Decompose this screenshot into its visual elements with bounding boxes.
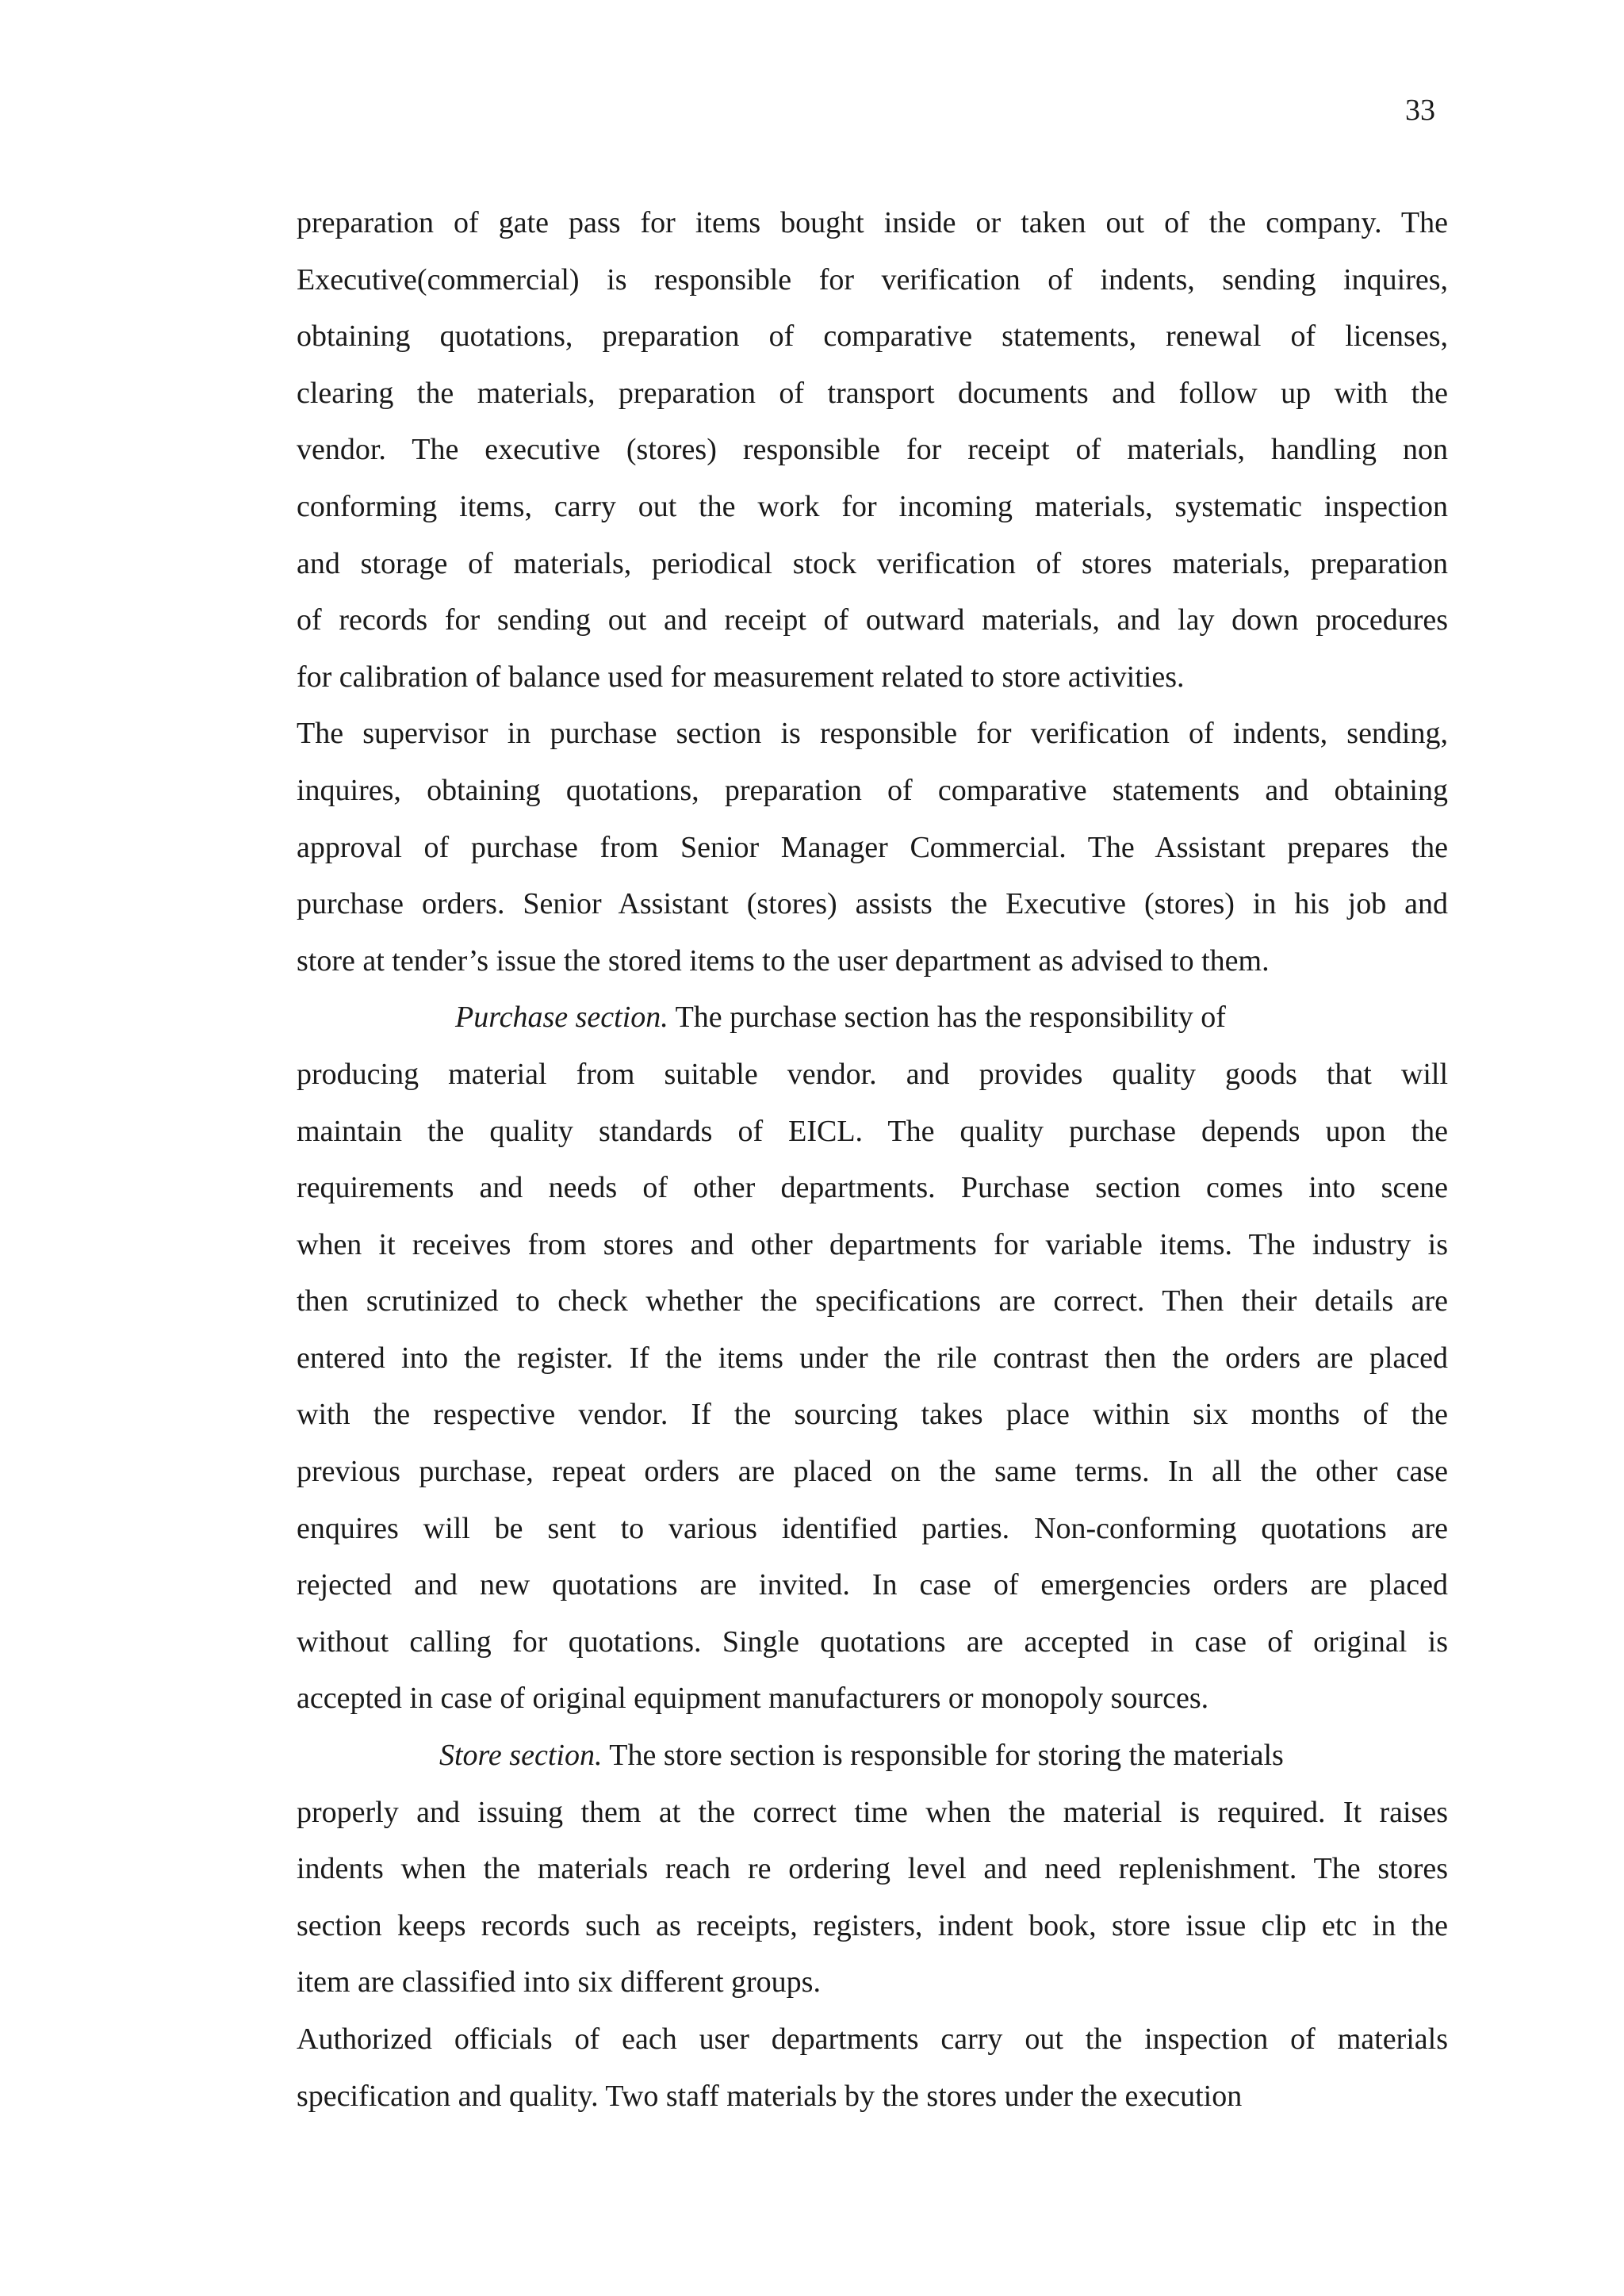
text-line: maintain the quality standards of EICL. The quality purchase depends upon the — [297, 1114, 1448, 1148]
text-line: indents when the materials reach re ordering level and need replenishment. The stores — [297, 1852, 1448, 1886]
section-heading-purchase: Purchase section. — [455, 1001, 668, 1035]
text-line: store at tender’s issue the stored items to the user department as advised to them. — [297, 943, 1270, 978]
text-line: approval of purchase from Senior Manager Commercial. The Assistant prepares the — [297, 830, 1448, 864]
paragraph-inspection — [297, 2011, 1448, 2125]
text-line: and storage of materials, periodical stock verification of stores materials, preparation — [297, 546, 1448, 580]
text-line: obtaining quotations, preparation of comparative statements, renewal of licenses, — [297, 320, 1448, 354]
text-line: without calling for quotations. Single quotations are accepted in case of original is — [297, 1624, 1448, 1659]
text-line: specification and quality. Two staff materials by the stores under the execution — [297, 2079, 1243, 2113]
section-heading-store: Store section. — [439, 1739, 603, 1773]
text-line: item are classified into six different groups. — [297, 1965, 821, 1999]
paragraph-executive-duties — [297, 195, 1448, 706]
text-line: of records for sending out and receipt of outward materials, and lay down procedures — [297, 603, 1448, 637]
text-line: inquires, obtaining quotations, preparation of comparative statements and obtaining — [297, 773, 1448, 807]
text-line: Authorized officials of each user departments carry out the inspection of materials — [297, 2022, 1448, 2056]
paragraph-store-section — [297, 1728, 1448, 2011]
text-line: Executive(commercial) is responsible for verification of indents, sending inquires, — [297, 262, 1448, 297]
text-line: when it receives from stores and other departments for variable items. The industry is — [297, 1227, 1448, 1261]
text-line-rest: The store section is responsible for storing the materials — [602, 1739, 1284, 1773]
text-line: previous purchase, repeat orders are placed on the same terms. In all the other case — [297, 1455, 1448, 1489]
paragraph-supervisor-duties — [297, 706, 1448, 989]
text-line: clearing the materials, preparation of transport documents and follow up with the — [297, 376, 1448, 410]
text-line: enquires will be sent to various identified parties. Non-conforming quotations are — [297, 1511, 1448, 1545]
text-line — [297, 1728, 1448, 1785]
text-line: accepted in case of original equipment manufacturers or monopoly sources. — [297, 1682, 1209, 1716]
text-line — [297, 989, 1448, 1047]
text-line: with the respective vendor. If the sourcing takes place within six months of the — [297, 1398, 1448, 1432]
text-line: producing material from suitable vendor. and provides quality goods that will — [297, 1057, 1448, 1091]
text-line: entered into the register. If the items under the rile contrast then the orders are placed — [297, 1341, 1448, 1375]
page-number: 33 — [1405, 94, 1435, 127]
text-line: section keeps records such as receipts, registers, indent book, store issue clip etc in the — [297, 1908, 1448, 1942]
text-line: purchase orders. Senior Assistant (stores) assists the Executive (stores) in his job and — [297, 887, 1448, 921]
text-line: The supervisor in purchase section is responsible for verification of indents, sending, — [297, 717, 1448, 751]
text-line: preparation of gate pass for items bought inside or taken out of the company. The — [297, 206, 1448, 239]
text-line: requirements and needs of other departments. Purchase section comes into scene — [297, 1171, 1448, 1205]
paragraph-purchase-section — [297, 989, 1448, 1728]
text-line: rejected and new quotations are invited. In case of emergencies orders are placed — [297, 1568, 1448, 1602]
text-line: for calibration of balance used for measurement related to store activities. — [297, 660, 1185, 694]
text-line: properly and issuing them at the correct time when the material is required. It raises — [297, 1795, 1448, 1829]
text-line: conforming items, carry out the work for incoming materials, systematic inspection — [297, 489, 1448, 523]
text-line: vendor. The executive (stores) responsible for receipt of materials, handling non — [297, 433, 1448, 467]
text-line: then scrutinized to check whether the specifications are correct. Then their details are — [297, 1284, 1448, 1318]
text-line-rest: The purchase section has the responsibility of — [668, 1001, 1226, 1035]
document-body — [297, 195, 1448, 2125]
